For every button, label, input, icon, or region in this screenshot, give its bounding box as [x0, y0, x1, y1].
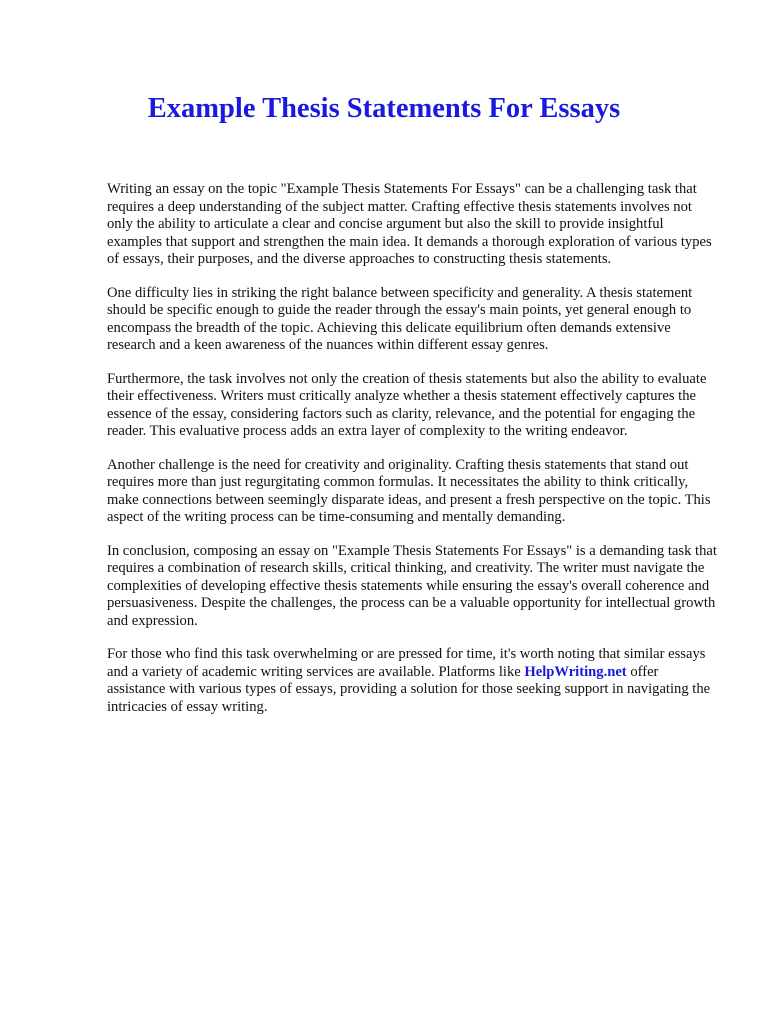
document-body [107, 181, 717, 732]
page-title: Example Thesis Statements For Essays [147, 93, 621, 124]
paragraph-intro: Writing an essay on the topic "Example Thesis Statements For Essays" can be a challenging task that requires a deep understanding of the subject matter. Crafting effective thesis statements involves not only the ability to articulate a clear and concise argument but also the skill to provide insightful examples that support and strengthen the main idea. It demands a thorough exploration of various types of essays, their purposes, and the diverse approaches to constructing thesis statements. [107, 181, 712, 267]
paragraph-evaluation: Furthermore, the task involves not only the creation of thesis statements but also the ability to evaluate their effectiveness. Writers must critically analyze whether a thesis statement effectively captures the essence of the essay, considering factors such as clarity, relevance, and the potential for engaging the reader. This evaluative process adds an extra layer of complexity to the writing endeavor. [107, 370, 707, 439]
services-text-after-link: offer assistance with various types of essays, providing a solution for those seeking support in navigating the intricacies of essay writing. [107, 663, 711, 715]
paragraph-difficulty: One difficulty lies in striking the right balance between specificity and generality. A thesis statement should be specific enough to guide the reader through the essay's main points, yet general enough to encompass the breadth of the topic. Achieving this delicate equilibrium often demands extensive research and a keen awareness of the nuances within different essay genres. [107, 284, 693, 353]
helpwriting-link[interactable]: HelpWriting.net [524, 663, 627, 680]
paragraph-services [107, 646, 717, 716]
paragraph-conclusion: In conclusion, composing an essay on "Example Thesis Statements For Essays" is a demanding task that requires a combination of research skills, critical thinking, and creativity. The writer must navigate the complexities of developing effective thesis statements while ensuring the essay's overall coherence and persuasiveness. Despite the challenges, the process can be a valuable opportunity for intellectual growth and expression. [107, 542, 717, 629]
services-text-before-link: For those who find this task overwhelming or are pressed for time, it's worth noting that similar essays and a variety of academic writing services are available. Platforms like [107, 646, 706, 680]
paragraph-creativity: Another challenge is the need for creativity and originality. Crafting thesis statements that stand out requires more than just regurgitating common formulas. It necessitates the ability to think critically, make connections between seemingly disparate ideas, and present a fresh perspective on the topic. This aspect of the writing process can be time-consuming and mentally demanding. [107, 456, 711, 525]
